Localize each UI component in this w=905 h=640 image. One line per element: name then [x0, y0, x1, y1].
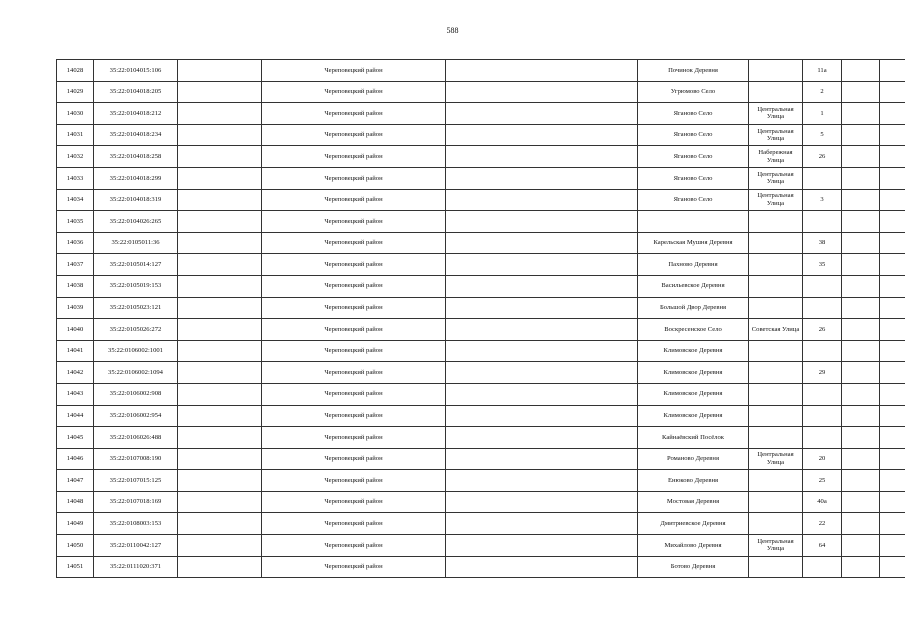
cell-empty	[842, 103, 880, 125]
cell-empty	[446, 319, 638, 341]
cell-empty	[842, 448, 880, 470]
cell-house-number: 26	[803, 146, 842, 168]
cell-empty	[178, 254, 262, 276]
cell-empty	[446, 275, 638, 297]
cell-empty	[880, 254, 905, 276]
cell-empty	[842, 124, 880, 146]
cell-record-number: 14050	[57, 535, 94, 557]
cell-locality: Ботово Деревня	[638, 556, 749, 578]
cell-street: Советская Улица	[749, 319, 803, 341]
cell-district: Череповецкий район	[262, 383, 446, 405]
cell-locality: Яганово Село	[638, 167, 749, 189]
cell-empty	[178, 232, 262, 254]
cell-district: Череповецкий район	[262, 81, 446, 103]
cell-empty	[880, 340, 905, 362]
cell-empty	[446, 362, 638, 384]
cell-house-number: 38	[803, 232, 842, 254]
cell-locality: Угрюмово Село	[638, 81, 749, 103]
cell-empty	[842, 319, 880, 341]
table-row	[57, 319, 905, 341]
cell-empty	[880, 189, 905, 211]
cell-locality: Большой Двор Деревня	[638, 297, 749, 319]
cell-house-number	[803, 167, 842, 189]
cell-empty	[446, 427, 638, 449]
cell-cadastral-number: 35:22:0105014:127	[94, 254, 178, 276]
cell-empty	[842, 340, 880, 362]
cell-cadastral-number: 35:22:0105011:36	[94, 232, 178, 254]
cell-street	[749, 60, 803, 82]
cell-street	[749, 427, 803, 449]
cell-street	[749, 362, 803, 384]
cell-empty	[880, 491, 905, 513]
cell-locality: Яганово Село	[638, 146, 749, 168]
cell-house-number	[803, 340, 842, 362]
cell-cadastral-number: 35:22:0104018:205	[94, 81, 178, 103]
cell-district: Череповецкий район	[262, 60, 446, 82]
cell-house-number: 64	[803, 535, 842, 557]
cell-record-number: 14040	[57, 319, 94, 341]
cell-empty	[842, 362, 880, 384]
cell-empty	[842, 535, 880, 557]
cell-cadastral-number: 35:22:0104018:299	[94, 167, 178, 189]
cell-street: Центральная Улица	[749, 535, 803, 557]
cell-house-number: 2	[803, 81, 842, 103]
cell-house-number	[803, 556, 842, 578]
table-row	[57, 513, 905, 535]
cell-locality: Климовское Деревня	[638, 362, 749, 384]
cell-empty	[446, 383, 638, 405]
cell-empty	[842, 427, 880, 449]
cell-locality: Климовское Деревня	[638, 383, 749, 405]
cell-cadastral-number: 35:22:0106002:1001	[94, 340, 178, 362]
cell-empty	[880, 167, 905, 189]
cell-house-number	[803, 275, 842, 297]
cell-empty	[446, 297, 638, 319]
cell-street: Центральная Улица	[749, 124, 803, 146]
registry-table	[56, 59, 905, 578]
cell-empty	[842, 556, 880, 578]
cell-district: Череповецкий район	[262, 167, 446, 189]
cell-empty	[880, 319, 905, 341]
cell-empty	[880, 427, 905, 449]
table-row	[57, 211, 905, 233]
cell-house-number: 1	[803, 103, 842, 125]
cell-record-number: 14036	[57, 232, 94, 254]
cell-empty	[178, 297, 262, 319]
cell-empty	[178, 427, 262, 449]
cell-empty	[178, 362, 262, 384]
cell-locality: Дмитриевское Деревня	[638, 513, 749, 535]
cell-record-number: 14046	[57, 448, 94, 470]
cell-empty	[178, 383, 262, 405]
cell-empty	[842, 470, 880, 492]
cell-record-number: 14028	[57, 60, 94, 82]
cell-house-number	[803, 405, 842, 427]
table-body	[57, 60, 905, 578]
cell-locality: Починок Деревня	[638, 60, 749, 82]
cell-empty	[880, 232, 905, 254]
cell-house-number: 22	[803, 513, 842, 535]
cell-empty	[880, 535, 905, 557]
cell-district: Череповецкий район	[262, 124, 446, 146]
cell-house-number	[803, 427, 842, 449]
cell-locality: Михайлово Деревня	[638, 535, 749, 557]
cell-empty	[880, 362, 905, 384]
cell-empty	[880, 513, 905, 535]
cell-empty	[178, 60, 262, 82]
cell-locality: Воскресенское Село	[638, 319, 749, 341]
cell-empty	[880, 556, 905, 578]
cell-locality: Карельская Мушня Деревня	[638, 232, 749, 254]
cell-empty	[842, 167, 880, 189]
cell-empty	[880, 275, 905, 297]
cell-record-number: 14033	[57, 167, 94, 189]
table-row	[57, 556, 905, 578]
cell-empty	[446, 60, 638, 82]
cell-district: Череповецкий район	[262, 189, 446, 211]
cell-house-number: 40а	[803, 491, 842, 513]
cell-empty	[880, 297, 905, 319]
cell-record-number: 14032	[57, 146, 94, 168]
cell-cadastral-number: 35:22:0105026:272	[94, 319, 178, 341]
cell-record-number: 14031	[57, 124, 94, 146]
cell-empty	[446, 254, 638, 276]
table-row	[57, 535, 905, 557]
cell-district: Череповецкий район	[262, 103, 446, 125]
table-row	[57, 383, 905, 405]
cell-house-number: 20	[803, 448, 842, 470]
cell-empty	[842, 491, 880, 513]
cell-empty	[446, 340, 638, 362]
cell-empty	[446, 556, 638, 578]
cell-record-number: 14051	[57, 556, 94, 578]
cell-house-number: 3	[803, 189, 842, 211]
cell-record-number: 14047	[57, 470, 94, 492]
cell-empty	[446, 103, 638, 125]
cell-empty	[446, 470, 638, 492]
cell-cadastral-number: 35:22:0105023:121	[94, 297, 178, 319]
cell-locality: Яганово Село	[638, 124, 749, 146]
cell-street	[749, 340, 803, 362]
cell-empty	[880, 103, 905, 125]
table-row	[57, 254, 905, 276]
cell-record-number: 14034	[57, 189, 94, 211]
cell-street	[749, 275, 803, 297]
cell-empty	[446, 232, 638, 254]
cell-house-number: 35	[803, 254, 842, 276]
table-row	[57, 232, 905, 254]
cell-empty	[880, 124, 905, 146]
cell-street: Центральная Улица	[749, 189, 803, 211]
cell-empty	[178, 448, 262, 470]
table-row	[57, 470, 905, 492]
cell-locality: Васильевское Деревня	[638, 275, 749, 297]
cell-cadastral-number: 35:22:0108003:153	[94, 513, 178, 535]
cell-record-number: 14038	[57, 275, 94, 297]
cell-district: Череповецкий район	[262, 232, 446, 254]
cell-street	[749, 254, 803, 276]
table-row	[57, 340, 905, 362]
cell-district: Череповецкий район	[262, 146, 446, 168]
cell-empty	[178, 535, 262, 557]
cell-empty	[178, 470, 262, 492]
cell-empty	[446, 124, 638, 146]
cell-empty	[446, 535, 638, 557]
table-row	[57, 297, 905, 319]
cell-locality: Пахново Деревня	[638, 254, 749, 276]
table-row	[57, 146, 905, 168]
cell-cadastral-number: 35:22:0105019:153	[94, 275, 178, 297]
cell-locality: Яганово Село	[638, 189, 749, 211]
cell-empty	[880, 383, 905, 405]
table-row	[57, 491, 905, 513]
cell-cadastral-number: 35:22:0107018:169	[94, 491, 178, 513]
cell-district: Череповецкий район	[262, 340, 446, 362]
cell-empty	[842, 189, 880, 211]
table-row	[57, 448, 905, 470]
cell-cadastral-number: 35:22:0107015:125	[94, 470, 178, 492]
cell-district: Череповецкий район	[262, 275, 446, 297]
cell-district: Череповецкий район	[262, 211, 446, 233]
cell-empty	[842, 513, 880, 535]
cell-cadastral-number: 35:22:0104018:258	[94, 146, 178, 168]
cell-locality: Климовское Деревня	[638, 340, 749, 362]
cell-street: Центральная Улица	[749, 167, 803, 189]
cell-empty	[178, 513, 262, 535]
table-row	[57, 124, 905, 146]
cell-cadastral-number: 35:22:0104026:265	[94, 211, 178, 233]
cell-empty	[178, 167, 262, 189]
cell-empty	[842, 254, 880, 276]
cell-cadastral-number: 35:22:0107008:190	[94, 448, 178, 470]
cell-empty	[178, 189, 262, 211]
cell-locality: Романово Деревня	[638, 448, 749, 470]
table-row	[57, 427, 905, 449]
cell-street	[749, 513, 803, 535]
cell-locality	[638, 211, 749, 233]
table-row	[57, 81, 905, 103]
page-number: 588	[446, 26, 459, 35]
cell-record-number: 14048	[57, 491, 94, 513]
cell-cadastral-number: 35:22:0111020:371	[94, 556, 178, 578]
cell-locality: Мостовая Деревня	[638, 491, 749, 513]
cell-empty	[880, 448, 905, 470]
cell-district: Череповецкий район	[262, 470, 446, 492]
cell-empty	[178, 405, 262, 427]
cell-house-number: 25	[803, 470, 842, 492]
cell-street	[749, 383, 803, 405]
cell-street	[749, 232, 803, 254]
cell-empty	[842, 146, 880, 168]
cell-empty	[178, 340, 262, 362]
cell-district: Череповецкий район	[262, 405, 446, 427]
cell-empty	[842, 232, 880, 254]
cell-empty	[842, 81, 880, 103]
cell-street	[749, 211, 803, 233]
cell-street	[749, 405, 803, 427]
cell-empty	[446, 189, 638, 211]
cell-street: Набережная Улица	[749, 146, 803, 168]
cell-record-number: 14044	[57, 405, 94, 427]
cell-cadastral-number: 35:22:0104015:106	[94, 60, 178, 82]
cell-cadastral-number: 35:22:0106002:954	[94, 405, 178, 427]
cell-empty	[446, 513, 638, 535]
table-row	[57, 60, 905, 82]
cell-empty	[842, 383, 880, 405]
cell-street	[749, 81, 803, 103]
cell-district: Череповецкий район	[262, 297, 446, 319]
cell-cadastral-number: 35:22:0104018:234	[94, 124, 178, 146]
cell-locality: Кайнаёвский Посёлок	[638, 427, 749, 449]
cell-cadastral-number: 35:22:0106002:1094	[94, 362, 178, 384]
cell-house-number	[803, 383, 842, 405]
cell-cadastral-number: 35:22:0104018:212	[94, 103, 178, 125]
cell-house-number: 11а	[803, 60, 842, 82]
cell-record-number: 14029	[57, 81, 94, 103]
cell-empty	[178, 491, 262, 513]
cell-locality: Климовское Деревня	[638, 405, 749, 427]
cell-record-number: 14045	[57, 427, 94, 449]
cell-house-number: 5	[803, 124, 842, 146]
table-row	[57, 405, 905, 427]
cell-street	[749, 470, 803, 492]
cell-street: Центральная Улица	[749, 103, 803, 125]
cell-empty	[446, 81, 638, 103]
cell-empty	[446, 167, 638, 189]
cell-street	[749, 556, 803, 578]
cell-cadastral-number: 35:22:0106026:488	[94, 427, 178, 449]
cell-empty	[880, 470, 905, 492]
cell-record-number: 14042	[57, 362, 94, 384]
cell-empty	[178, 319, 262, 341]
cell-empty	[178, 275, 262, 297]
cell-empty	[178, 146, 262, 168]
cell-empty	[178, 556, 262, 578]
cell-house-number: 29	[803, 362, 842, 384]
cell-district: Череповецкий район	[262, 362, 446, 384]
cell-record-number: 14039	[57, 297, 94, 319]
cell-empty	[178, 103, 262, 125]
cell-district: Череповецкий район	[262, 319, 446, 341]
cell-empty	[880, 81, 905, 103]
cell-empty	[842, 275, 880, 297]
cell-locality: Яганово Село	[638, 103, 749, 125]
cell-empty	[446, 491, 638, 513]
cell-record-number: 14041	[57, 340, 94, 362]
cell-empty	[446, 211, 638, 233]
cell-empty	[842, 297, 880, 319]
cell-locality: Енюково Деревня	[638, 470, 749, 492]
cell-empty	[880, 211, 905, 233]
cell-district: Череповецкий район	[262, 427, 446, 449]
cell-district: Череповецкий район	[262, 491, 446, 513]
cell-house-number	[803, 297, 842, 319]
table-row	[57, 189, 905, 211]
cell-house-number: 26	[803, 319, 842, 341]
cell-empty	[178, 124, 262, 146]
cell-street: Центральная Улица	[749, 448, 803, 470]
cell-cadastral-number: 35:22:0106002:908	[94, 383, 178, 405]
cell-empty	[446, 405, 638, 427]
cell-cadastral-number: 35:22:0104018:319	[94, 189, 178, 211]
cell-empty	[842, 211, 880, 233]
cell-district: Череповецкий район	[262, 254, 446, 276]
cell-record-number: 14035	[57, 211, 94, 233]
cell-record-number: 14049	[57, 513, 94, 535]
cell-empty	[880, 146, 905, 168]
cell-street	[749, 297, 803, 319]
cell-empty	[446, 448, 638, 470]
cell-empty	[880, 60, 905, 82]
cell-empty	[842, 60, 880, 82]
cell-record-number: 14043	[57, 383, 94, 405]
table-row	[57, 362, 905, 384]
cell-empty	[842, 405, 880, 427]
cell-cadastral-number: 35:22:0110042:127	[94, 535, 178, 557]
cell-record-number: 14037	[57, 254, 94, 276]
cell-empty	[446, 146, 638, 168]
cell-empty	[880, 405, 905, 427]
table-row	[57, 275, 905, 297]
cell-record-number: 14030	[57, 103, 94, 125]
cell-empty	[178, 81, 262, 103]
cell-street	[749, 491, 803, 513]
cell-house-number	[803, 211, 842, 233]
cell-district: Череповецкий район	[262, 535, 446, 557]
cell-district: Череповецкий район	[262, 448, 446, 470]
cell-district: Череповецкий район	[262, 556, 446, 578]
cell-empty	[178, 211, 262, 233]
table-row	[57, 167, 905, 189]
table-row	[57, 103, 905, 125]
cell-district: Череповецкий район	[262, 513, 446, 535]
